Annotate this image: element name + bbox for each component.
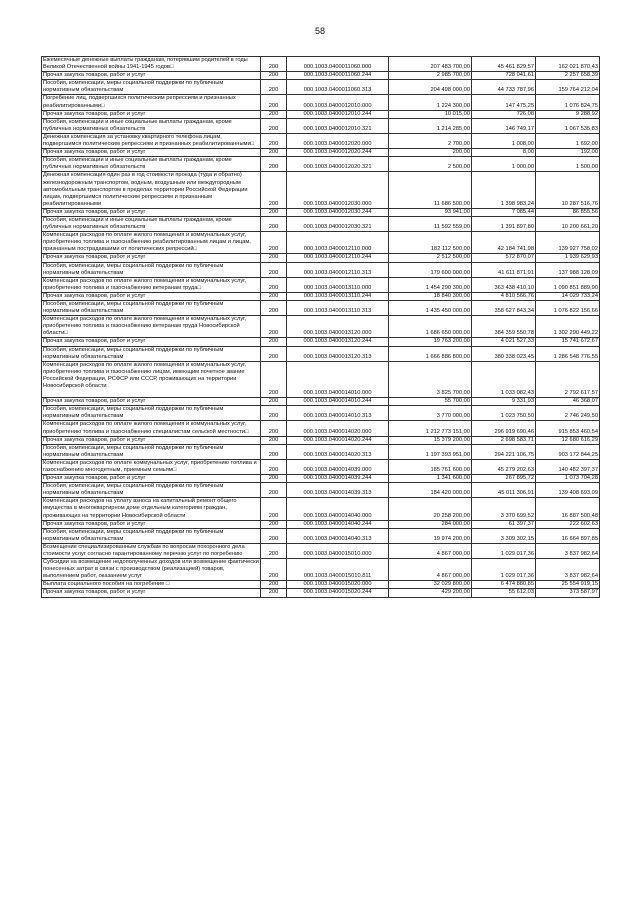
row-code-cell: 200	[261, 95, 287, 110]
row-unexecuted-amount-cell: 1 500,00	[536, 157, 600, 172]
row-name-cell: Пособия, компенсации и иные социальные выплаты гражданам, кроме публичных нормативных обязательств	[42, 216, 261, 231]
table-row	[42, 133, 600, 148]
row-classification-code-cell: 000.1003.0400014040.313	[287, 528, 389, 543]
row-approved-amount-cell: 10 015,00	[389, 110, 472, 118]
row-executed-amount-cell: 267 895,72	[472, 475, 536, 483]
table-row	[42, 216, 600, 231]
table-row	[42, 520, 600, 528]
row-approved-amount-cell: 1 454 290 300,00	[389, 277, 472, 292]
row-unexecuted-amount-cell: 16 664 897,85	[536, 528, 600, 543]
row-approved-amount-cell: 55 700,00	[389, 398, 472, 406]
table-row	[42, 262, 600, 277]
row-approved-amount-cell: 2 700,00	[389, 133, 472, 148]
row-code-cell: 200	[261, 444, 287, 459]
row-code-cell: 200	[261, 338, 287, 346]
row-approved-amount-cell: 4 867 000,00	[389, 559, 472, 581]
row-approved-amount-cell: 20 258 200,00	[389, 498, 472, 520]
row-name-cell: Субсидии на возмещение недополученных доходов или возмещение фактически понесенных затрат в связи с производством (реализацией) товаров, выполнением работ, оказанием услуг	[43, 559, 259, 580]
row-approved-amount-cell: 1 212 773 151,00	[389, 421, 472, 436]
row-approved-amount-cell: 429 200,00	[389, 589, 472, 597]
row-code-cell: 200	[261, 459, 287, 474]
row-executed-amount-cell: 358 627 843,34	[472, 301, 536, 316]
row-code-cell: 200	[261, 262, 287, 277]
row-classification-code-cell: 000.1003.0400012010.321	[287, 118, 389, 133]
row-executed-amount-cell: 4 021 527,33	[472, 338, 536, 346]
row-approved-amount-cell: 1 224 300,00	[389, 95, 472, 110]
row-classification-code-cell: 000.1003.0400012110.313	[287, 262, 389, 277]
row-code-cell: 200	[261, 498, 287, 520]
row-approved-amount-cell: 1 435 450 000,00	[389, 301, 472, 316]
row-name-cell: Прочая закупка товаров, работ и услуг	[42, 520, 261, 528]
row-unexecuted-amount-cell: 1 692,00	[536, 133, 600, 148]
row-approved-amount-cell: 18 840 300,00	[389, 292, 472, 300]
row-code-cell: 200	[261, 80, 287, 95]
table-row	[42, 436, 600, 444]
row-code-cell: 200	[261, 589, 287, 597]
row-unexecuted-amount-cell: 137 988 128,09	[536, 262, 600, 277]
row-name-cell: Пособия, компенсации и иные социальные выплаты гражданам, кроме публичных нормативных обязательств	[42, 157, 261, 172]
row-executed-amount-cell: 45 011 306,91	[472, 483, 536, 498]
row-code-cell: 200	[261, 436, 287, 444]
row-unexecuted-amount-cell: 10 200 661,20	[536, 216, 600, 231]
table-row	[42, 149, 600, 157]
row-code-cell: 200	[261, 118, 287, 133]
row-classification-code-cell: 000.1003.0400014010.244	[287, 398, 389, 406]
table-row	[42, 72, 600, 80]
row-approved-amount-cell: 1 341 600,00	[389, 475, 472, 483]
row-classification-code-cell: 000.1003.0400013110.313	[287, 301, 389, 316]
row-approved-amount-cell: 200,00	[389, 149, 472, 157]
row-executed-amount-cell: 147 475,25	[472, 95, 536, 110]
row-unexecuted-amount-cell: 915 853 460,54	[536, 421, 600, 436]
row-executed-amount-cell: 44 733 787,96	[472, 80, 536, 95]
row-unexecuted-amount-cell: 1 090 851 889,90	[536, 277, 600, 292]
row-name-cell: Пособия, компенсации, меры социальной поддержки по публичным нормативным обязательствам	[42, 262, 261, 277]
row-classification-code-cell: 000.1003.0400014039.000	[287, 459, 389, 474]
row-unexecuted-amount-cell: 25 554 919,15	[536, 581, 600, 589]
row-executed-amount-cell: 1 033 082,43	[472, 361, 536, 397]
row-approved-amount-cell: 185 761 600,00	[389, 459, 472, 474]
row-approved-amount-cell: 284 000,00	[389, 520, 472, 528]
row-name-cell: Компенсация расходов по оплате коммунальных услуг, приобретению топлива и газоснабжению многодетным, приемным семьям□	[42, 459, 261, 474]
row-executed-amount-cell: 2 698 583,71	[472, 436, 536, 444]
table-row	[42, 444, 600, 459]
row-code-cell: 200	[261, 398, 287, 406]
row-name-cell: Прочая закупка товаров, работ и услуг	[42, 398, 261, 406]
row-classification-code-cell: 000.1003.0400014010.000	[287, 361, 389, 397]
table-row	[42, 483, 600, 498]
row-executed-amount-cell: 1 391 897,80	[472, 216, 536, 231]
row-classification-code-cell: 000.1003.0400013110.244	[287, 292, 389, 300]
row-unexecuted-amount-cell: 2 792 617,57	[536, 361, 600, 397]
row-classification-code-cell: 000.1003.0400014020.313	[287, 444, 389, 459]
row-unexecuted-amount-cell: 9 288,92	[536, 110, 600, 118]
row-unexecuted-amount-cell: 192,00	[536, 149, 600, 157]
row-executed-amount-cell: 384 359 550,78	[472, 316, 536, 338]
table-row	[42, 559, 600, 581]
row-unexecuted-amount-cell: 10 287 516,76	[536, 172, 600, 208]
row-executed-amount-cell: 1 023 750,50	[472, 406, 536, 421]
row-approved-amount-cell: 2 512 500,00	[389, 254, 472, 262]
row-name-cell: Выплата социального пособия на погребение □	[42, 581, 261, 589]
table-row	[42, 543, 600, 558]
table-row	[42, 361, 600, 397]
row-unexecuted-amount-cell: 3 837 982,64	[536, 559, 600, 581]
row-name-cell: Ежемесячные денежные выплаты гражданам, потерявшим родителей в годы Великой Отечественной войны 1941-1945 годов□	[42, 57, 261, 72]
row-unexecuted-amount-cell: 222 602,63	[536, 520, 600, 528]
row-approved-amount-cell: 4 867 000,00	[389, 543, 472, 558]
row-code-cell: 200	[261, 157, 287, 172]
row-unexecuted-amount-cell: 373 587,97	[536, 589, 600, 597]
table-body	[42, 57, 600, 598]
row-unexecuted-amount-cell: 139 408 693,09	[536, 483, 600, 498]
row-code-cell: 200	[261, 216, 287, 231]
row-name-cell: Денежная компенсация за установку квартирного телефона лицам, подвергшимся политическим репрессиям и признанных реабилитированными□	[42, 133, 261, 148]
row-unexecuted-amount-cell: 159 764 212,04	[536, 80, 600, 95]
row-code-cell: 200	[261, 110, 287, 118]
row-approved-amount-cell: 1 666 886 800,00	[389, 346, 472, 361]
row-code-cell: 200	[261, 543, 287, 558]
row-name-cell: Возмещение специализированным службам по вопросам похоронного дела стоимости услуг согласно гарантированному перечню услуг по погребению	[42, 543, 261, 558]
row-approved-amount-cell: 184 420 000,00	[389, 483, 472, 498]
row-executed-amount-cell: 55 612,03	[472, 589, 536, 597]
row-unexecuted-amount-cell: 1 076 822 156,66	[536, 301, 600, 316]
row-code-cell: 200	[261, 254, 287, 262]
table-row	[42, 110, 600, 118]
row-approved-amount-cell: 93 941,00	[389, 208, 472, 216]
row-approved-amount-cell: 204 498 000,00	[389, 80, 472, 95]
table-row	[42, 459, 600, 474]
row-unexecuted-amount-cell: 903 172 844,25	[536, 444, 600, 459]
row-classification-code-cell: 000.1003.0400013120.244	[287, 338, 389, 346]
row-approved-amount-cell: 19 974 200,00	[389, 528, 472, 543]
row-classification-code-cell: 000.1003.0400014039.313	[287, 483, 389, 498]
row-unexecuted-amount-cell: 162 021 870,43	[536, 57, 600, 72]
row-classification-code-cell: 000.1003.0400012010.244	[287, 110, 389, 118]
row-name-cell: Прочая закупка товаров, работ и услуг	[42, 475, 261, 483]
row-executed-amount-cell: 1 008,00	[472, 133, 536, 148]
row-approved-amount-cell: 3 825 700,00	[389, 361, 472, 397]
row-code-cell: 200	[261, 316, 287, 338]
row-code-cell: 200	[261, 559, 287, 581]
row-name-cell: Прочая закупка товаров, работ и услуг	[42, 292, 261, 300]
row-code-cell: 200	[261, 232, 287, 254]
row-approved-amount-cell: 2 500,00	[389, 157, 472, 172]
row-name-cell: Денежная компенсация один раз в год стоимости проезда (туда и обратно) железнодорожным транспортом, водным, воздушным или междугородным автомобильным транспортом в пределах территории Российской Федерации лицам, подвергшимся политическим репрессиям и признанным реабилитированными	[42, 172, 261, 208]
row-code-cell: 200	[261, 172, 287, 208]
row-classification-code-cell: 000.1003.0400015010.000	[287, 543, 389, 558]
table-row	[42, 498, 600, 520]
row-executed-amount-cell: 296 919 690,46	[472, 421, 536, 436]
row-classification-code-cell: 000.1003.0400012030.244	[287, 208, 389, 216]
row-classification-code-cell: 000.1003.0400014039.244	[287, 475, 389, 483]
row-approved-amount-cell: 207 483 700,00	[389, 57, 472, 72]
row-name-cell: Погребение лиц, подвергшихся политическим репрессиям и признанных реабилитированными□	[42, 95, 261, 110]
row-name-cell: Прочая закупка товаров, работ и услуг	[42, 254, 261, 262]
row-classification-code-cell: 000.1003.0400015020.244	[287, 589, 389, 597]
row-executed-amount-cell: 728 041,61	[472, 72, 536, 80]
row-unexecuted-amount-cell: 140 482 397,37	[536, 459, 600, 474]
row-code-cell: 200	[261, 581, 287, 589]
row-unexecuted-amount-cell: 1 286 548 776,55	[536, 346, 600, 361]
table-row	[42, 475, 600, 483]
row-name-cell: Прочая закупка товаров, работ и услуг	[42, 72, 261, 80]
row-classification-code-cell: 000.1003.0400011060.000	[287, 57, 389, 72]
row-unexecuted-amount-cell: 12 680 616,29	[536, 436, 600, 444]
row-unexecuted-amount-cell: 14 029 733,24	[536, 292, 600, 300]
row-executed-amount-cell: 8,00	[472, 149, 536, 157]
row-classification-code-cell: 000.1003.0400014040.244	[287, 520, 389, 528]
table-row	[42, 157, 600, 172]
row-unexecuted-amount-cell: 86 855,56	[536, 208, 600, 216]
row-name-cell: Пособия, компенсации, меры социальной поддержки по публичным нормативным обязательствам	[42, 80, 261, 95]
row-executed-amount-cell: 1 029 017,36	[472, 559, 536, 581]
row-classification-code-cell: 000.1003.0400015020.000	[287, 581, 389, 589]
table-row	[42, 581, 600, 589]
row-classification-code-cell: 000.1003.0400013120.000	[287, 316, 389, 338]
row-approved-amount-cell: 15 379 200,00	[389, 436, 472, 444]
row-executed-amount-cell: 7 085,44	[472, 208, 536, 216]
row-executed-amount-cell: 294 221 106,75	[472, 444, 536, 459]
row-approved-amount-cell: 179 600 000,00	[389, 262, 472, 277]
row-code-cell: 200	[261, 149, 287, 157]
row-executed-amount-cell: 1 398 983,24	[472, 172, 536, 208]
table-row	[42, 80, 600, 95]
row-code-cell: 200	[261, 528, 287, 543]
row-name-cell: Пособия, компенсации, меры социальной поддержки по публичным нормативным обязательствам	[42, 301, 261, 316]
row-executed-amount-cell: 6 474 880,85	[472, 581, 536, 589]
row-name-cell: Пособия, компенсации и иные социальные выплаты гражданам, кроме публичных нормативных обязательств	[42, 118, 261, 133]
row-name-cell: Прочая закупка товаров, работ и услуг	[42, 149, 261, 157]
row-approved-amount-cell: 1 214 285,00	[389, 118, 472, 133]
table-row	[42, 254, 600, 262]
budget-execution-table	[41, 56, 600, 598]
row-code-cell: 200	[261, 72, 287, 80]
row-executed-amount-cell: 1 029 017,36	[472, 543, 536, 558]
row-classification-code-cell: 000.1003.0400014020.000	[287, 421, 389, 436]
table-row	[42, 232, 600, 254]
row-code-cell: 200	[261, 208, 287, 216]
row-unexecuted-amount-cell: 15 741 672,67	[536, 338, 600, 346]
row-executed-amount-cell: 41 611 871,91	[472, 262, 536, 277]
row-name-cell: Прочая закупка товаров, работ и услуг	[42, 436, 261, 444]
row-classification-code-cell: 000.1003.0400012010.000	[287, 95, 389, 110]
row-name-cell: Пособия, компенсации, меры социальной поддержки по публичным нормативным обязательствам	[42, 444, 261, 459]
row-name-cell: Пособия, компенсации, меры социальной поддержки по публичным нормативным обязательствам	[42, 406, 261, 421]
table-row	[42, 346, 600, 361]
row-classification-code-cell: 000.1003.0400012110.244	[287, 254, 389, 262]
row-name-cell: Прочая закупка товаров, работ и услуг	[42, 589, 261, 597]
row-executed-amount-cell: 42 184 741,98	[472, 232, 536, 254]
row-classification-code-cell: 000.1003.0400012020.321	[287, 157, 389, 172]
row-name-cell: Пособия, компенсации, меры социальной поддержки по публичным нормативным обязательствам	[42, 346, 261, 361]
table-row	[42, 301, 600, 316]
row-classification-code-cell: 000.1003.0400012030.000	[287, 172, 389, 208]
row-name-cell: Прочая закупка товаров, работ и услуг	[42, 338, 261, 346]
row-code-cell: 200	[261, 57, 287, 72]
row-unexecuted-amount-cell: 1 073 704,28	[536, 475, 600, 483]
row-classification-code-cell: 000.1003.0400015010.811	[287, 559, 389, 581]
row-unexecuted-amount-cell: 2 257 658,39	[536, 72, 600, 80]
row-executed-amount-cell: 9 331,93	[472, 398, 536, 406]
row-unexecuted-amount-cell: 1 076 824,75	[536, 95, 600, 110]
row-classification-code-cell: 000.1003.0400012030.321	[287, 216, 389, 231]
row-name-cell: Прочая закупка товаров, работ и услуг	[42, 110, 261, 118]
row-approved-amount-cell: 11 592 559,00	[389, 216, 472, 231]
row-approved-amount-cell: 182 112 500,00	[389, 232, 472, 254]
table-row	[42, 406, 600, 421]
row-classification-code-cell: 000.1003.0400014020.244	[287, 436, 389, 444]
page-number: 58	[314, 26, 325, 36]
row-name-cell: Компенсация расходов на уплату взноса на капитальный ремонт общего имущества в многоквартирном доме отдельным категориям граждан, проживающих на территории Новосибирской области	[42, 498, 261, 520]
table-row	[42, 118, 600, 133]
row-executed-amount-cell: 3 370 699,52	[472, 498, 536, 520]
row-approved-amount-cell: 1 197 393 951,00	[389, 444, 472, 459]
row-code-cell: 200	[261, 520, 287, 528]
row-executed-amount-cell: 45 461 829,57	[472, 57, 536, 72]
row-code-cell: 200	[261, 361, 287, 397]
row-executed-amount-cell: 363 438 410,10	[472, 277, 536, 292]
table-row	[42, 292, 600, 300]
table-row	[42, 316, 600, 338]
row-unexecuted-amount-cell: 3 837 982,64	[536, 543, 600, 558]
row-classification-code-cell: 000.1003.0400012020.244	[287, 149, 389, 157]
row-classification-code-cell: 000.1003.0400014010.313	[287, 406, 389, 421]
row-unexecuted-amount-cell: 2 746 249,50	[536, 406, 600, 421]
row-code-cell: 200	[261, 277, 287, 292]
table-row	[42, 589, 600, 597]
row-name-cell: Компенсация расходов по оплате жилого помещения и коммунальных услуг, приобретению топлива и газоснабжению реабилитированным лицам и лицам, признанным пострадавшими от политических репрессий□	[42, 232, 261, 254]
table-row	[42, 208, 600, 216]
table-row	[42, 277, 600, 292]
row-executed-amount-cell: 726,08	[472, 110, 536, 118]
row-unexecuted-amount-cell: 1 067 535,83	[536, 118, 600, 133]
row-code-cell: 200	[261, 406, 287, 421]
row-code-cell: 200	[261, 475, 287, 483]
row-name-cell: Компенсация расходов по оплате жилого помещения и коммунальных услуг, приобретению топлива и газоснабжению ветеранам труда Новосибирской области□	[42, 316, 261, 338]
table-row	[42, 398, 600, 406]
row-classification-code-cell: 000.1003.0400011060.244	[287, 72, 389, 80]
row-code-cell: 200	[261, 483, 287, 498]
row-classification-code-cell: 000.1003.0400011060.313	[287, 80, 389, 95]
row-unexecuted-amount-cell: 16 887 500,48	[536, 498, 600, 520]
row-classification-code-cell: 000.1003.0400014040.000	[287, 498, 389, 520]
row-classification-code-cell: 000.1003.0400013110.000	[287, 277, 389, 292]
row-code-cell: 200	[261, 301, 287, 316]
row-approved-amount-cell: 11 686 500,00	[389, 172, 472, 208]
row-executed-amount-cell: 146 749,17	[472, 118, 536, 133]
row-unexecuted-amount-cell: 1 939 629,93	[536, 254, 600, 262]
row-approved-amount-cell: 2 985 700,00	[389, 72, 472, 80]
row-executed-amount-cell: 572 870,07	[472, 254, 536, 262]
row-unexecuted-amount-cell: 46 368,07	[536, 398, 600, 406]
row-unexecuted-amount-cell: 1 302 290 449,22	[536, 316, 600, 338]
table-row	[42, 172, 600, 208]
row-name-cell: Компенсация расходов по оплате жилого помещения и коммунальных услуг, приобретению топлива и газоснабжению специалистам сельской местности□	[42, 421, 261, 436]
row-code-cell: 200	[261, 421, 287, 436]
row-code-cell: 200	[261, 346, 287, 361]
table-row	[42, 95, 600, 110]
table-row	[42, 528, 600, 543]
row-name-cell: Прочая закупка товаров, работ и услуг	[42, 208, 261, 216]
row-classification-code-cell: 000.1003.0400012110.000	[287, 232, 389, 254]
table-row	[42, 421, 600, 436]
row-executed-amount-cell: 1 000,00	[472, 157, 536, 172]
row-approved-amount-cell: 32 029 800,00	[389, 581, 472, 589]
row-executed-amount-cell: 45 279 202,63	[472, 459, 536, 474]
row-approved-amount-cell: 1 686 650 000,00	[389, 316, 472, 338]
row-classification-code-cell: 000.1003.0400012020.000	[287, 133, 389, 148]
row-executed-amount-cell: 4 810 566,76	[472, 292, 536, 300]
row-code-cell: 200	[261, 292, 287, 300]
table-row	[42, 338, 600, 346]
row-name-cell: Пособия, компенсации, меры социальной поддержки по публичным нормативным обязательствам	[42, 528, 261, 543]
table-row	[42, 57, 600, 72]
row-name-cell: Компенсация расходов по оплате жилого помещения и коммунальных услуг, приобретению топлива и газоснабжению лицам, имеющим почетное звание Российской Федерации, РСФСР или СССР, проживающих на территории Новосибирской области	[42, 361, 261, 397]
row-executed-amount-cell: 380 338 023,45	[472, 346, 536, 361]
row-name-cell: Компенсация расходов по оплате жилого помещения и коммунальных услуг, приобретению топлива и газоснабжению ветеранам труда□	[42, 277, 261, 292]
row-code-cell: 200	[261, 133, 287, 148]
row-executed-amount-cell: 61 397,37	[472, 520, 536, 528]
row-classification-code-cell: 000.1003.0400013120.313	[287, 346, 389, 361]
row-approved-amount-cell: 3 770 000,00	[389, 406, 472, 421]
row-approved-amount-cell: 19 763 200,00	[389, 338, 472, 346]
row-unexecuted-amount-cell: 139 927 758,02	[536, 232, 600, 254]
row-name-cell: Пособия, компенсации, меры социальной поддержки по публичным нормативным обязательствам	[42, 483, 261, 498]
row-executed-amount-cell: 3 309 302,15	[472, 528, 536, 543]
